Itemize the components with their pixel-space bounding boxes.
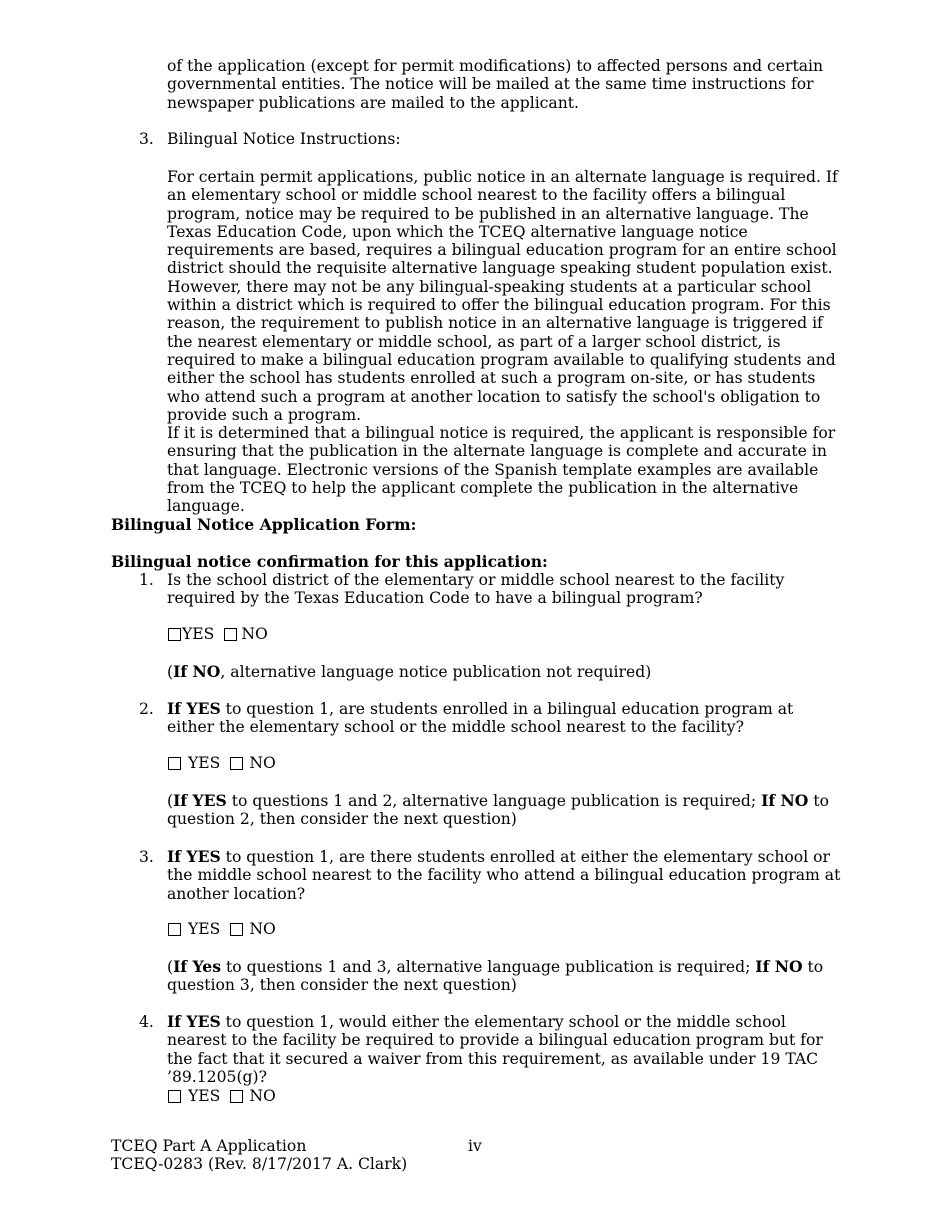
- question-4-text: If YES to question 1, would either the elementary school or the middle school nearest to the facility be required to provide a bilingual education program but for the fact that it secured a waiver from this requirement, as available under 19 TAC ’89.1205(g)?: [167, 1012, 823, 1086]
- q4-no-label: NO: [249, 1086, 276, 1105]
- q1-no-label: NO: [241, 624, 268, 643]
- question-2-options: [168, 754, 286, 772]
- q1-yes-label: YES: [182, 624, 215, 643]
- question-4-options: [168, 1087, 286, 1105]
- question-1-options: [168, 625, 278, 643]
- q1-no-checkbox[interactable]: [224, 628, 237, 641]
- question-1-text: Is the school district of the elementary or middle school nearest to the facility required by the Texas Education Code to have a bilingual program?: [167, 571, 785, 608]
- q4-yes-label: YES: [188, 1086, 221, 1105]
- item-3-title: Bilingual Notice Instructions:: [167, 130, 401, 148]
- question-3-text: If YES to question 1, are there students enrolled at either the elementary school or the middle school nearest to the facility who attend a bilingual education program at another location?: [167, 847, 841, 903]
- q3-yes-checkbox[interactable]: [168, 923, 181, 936]
- q2-yes-label: YES: [188, 753, 221, 772]
- question-1-note: (If NO, alternative language notice publication not required): [167, 662, 652, 681]
- question-2-text: If YES to question 1, are students enrolled in a bilingual education program at either the elementary school or the middle school nearest to the facility?: [167, 699, 794, 737]
- footer-form-revision: TCEQ-0283 (Rev. 8/17/2017 A. Clark): [111, 1155, 408, 1173]
- q2-no-checkbox[interactable]: [230, 757, 243, 770]
- footer-form-title: TCEQ Part A Application: [111, 1137, 307, 1155]
- bilingual-responsibility-paragraph: If it is determined that a bilingual notice is required, the applicant is responsible for ensuring that the publication in the alternate language is complete and accurate in that language. Electronic versions of the Spanish template examples are available from the TCEQ to help the applicant complete the publication in the alternative language.: [167, 424, 836, 516]
- question-3-note: (If Yes to questions 1 and 3, alternative language publication is required; If NO to question 3, then consider the next question): [167, 957, 824, 995]
- q4-no-checkbox[interactable]: [230, 1090, 243, 1103]
- q3-yes-label: YES: [188, 919, 221, 938]
- question-1-number: 1.: [139, 571, 154, 589]
- footer-page-number: iv: [468, 1137, 482, 1155]
- question-2-note: (If YES to questions 1 and 2, alternative language publication is required; If NO to question 2, then consider the next question): [167, 791, 829, 829]
- question-2-number: 2.: [139, 700, 154, 718]
- item-3-number: 3.: [139, 130, 154, 148]
- bilingual-instructions-paragraph: For certain permit applications, public notice in an alternate language is required. If an elementary school or middle school nearest to the facility offers a bilingual program, notice may be required to be published in an alternative language. The Texas Education Code, upon which the TCEQ alternative language notice requirements are based, requires a bilingual education program for an entire school district should the requisite alternative language speaking student population exist. However, there may not be any bilingual-speaking students at a particular school within a district which is required to offer the bilingual education program. For this reason, the requirement to publish notice in an alternative language is triggered if the nearest elementary or middle school, as part of a larger school district, is required to make a bilingual education program available to qualifying students and either the school has students enrolled at such a program on-site, or has students who attend such a program at another location to satisfy the school's obligation to provide such a program.: [167, 168, 838, 424]
- q2-no-label: NO: [249, 753, 276, 772]
- confirmation-heading: Bilingual notice confirmation for this application:: [111, 552, 548, 571]
- q3-no-label: NO: [249, 919, 276, 938]
- q3-no-checkbox[interactable]: [230, 923, 243, 936]
- question-3-number: 3.: [139, 848, 154, 866]
- q2-yes-checkbox[interactable]: [168, 757, 181, 770]
- question-3-options: [168, 920, 286, 938]
- q1-yes-checkbox[interactable]: [168, 628, 181, 641]
- question-4-number: 4.: [139, 1013, 154, 1031]
- q4-yes-checkbox[interactable]: [168, 1090, 181, 1103]
- intro-paragraph: of the application (except for permit modifications) to affected persons and certain governmental entities. The notice will be mailed at the same time instructions for newspaper publications are mailed to the applicant.: [167, 57, 824, 112]
- form-heading: Bilingual Notice Application Form:: [111, 515, 417, 534]
